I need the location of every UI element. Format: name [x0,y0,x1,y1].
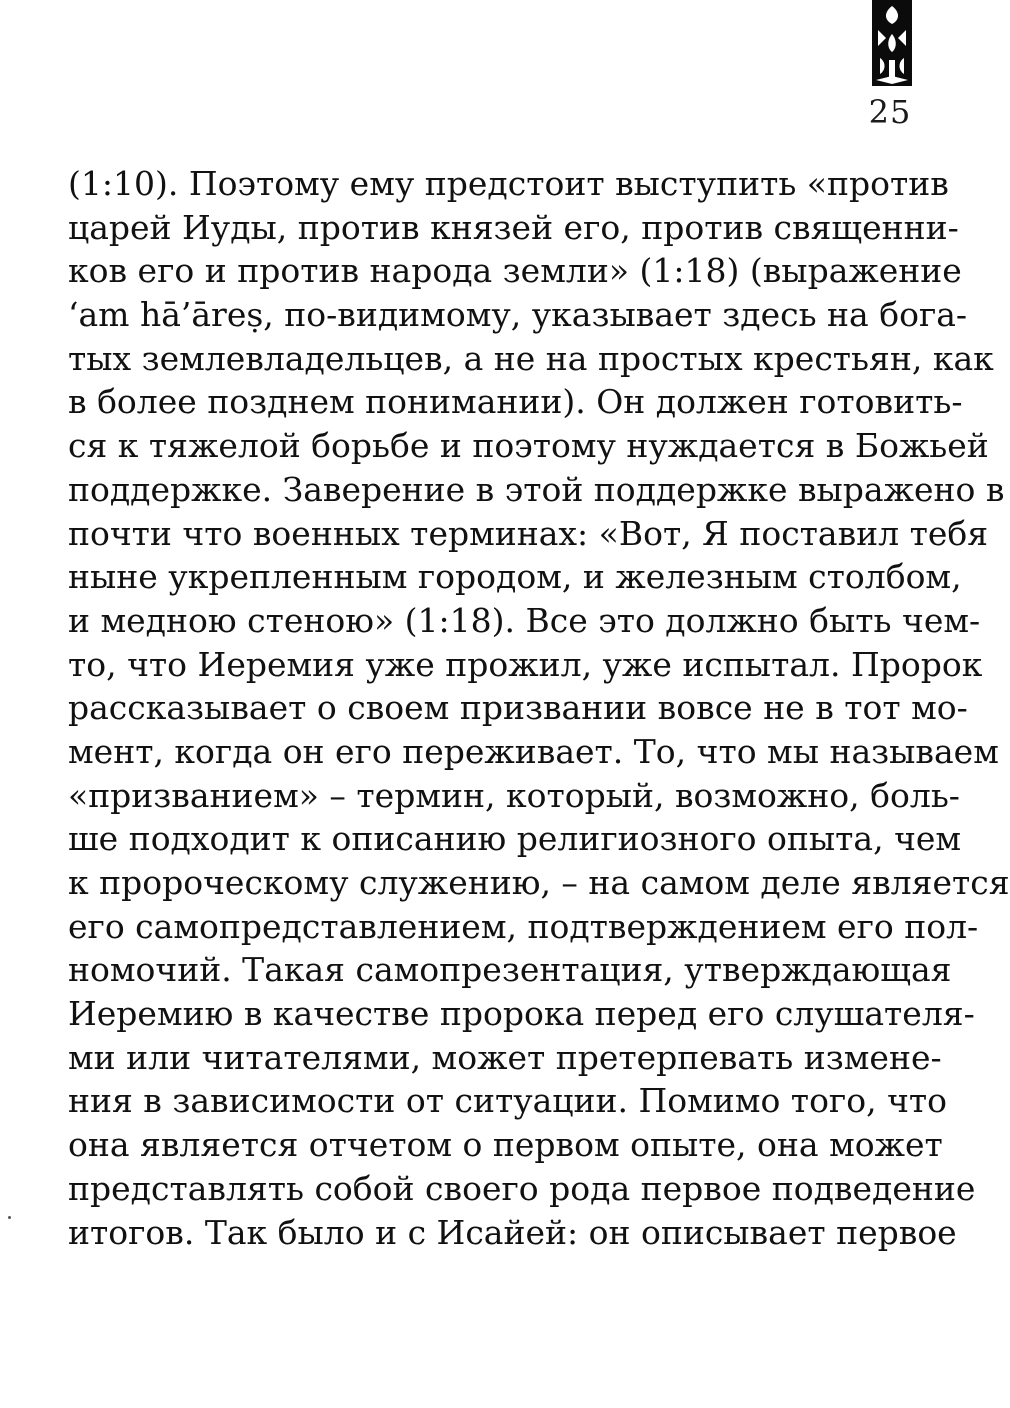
text-line: ‘am hā’āreṣ, по-видимому, указывает здесь на бога- [68,295,968,335]
text-line: к пророческому служению, – на самом деле является [68,863,1010,902]
text-line: поддержке. Заверение в этой поддержке выражено в [68,469,1005,509]
body-text [68,162,1010,1254]
text-line: «призванием» – термин, который, возможно, боль- [68,775,960,815]
text-line: (1:10). Поэтому ему предстоит выступить «против [68,164,949,203]
page-number: 25 [868,93,912,131]
text-line: почти что военных терминах: «Вот, Я поставил тебя [68,513,989,553]
text-line: его самопредставлением, подтверждением его пол- [68,906,979,946]
text-line: ся к тяжелой борьбе и поэтому нуждается в Божьей [68,426,989,466]
text-line: ми или читателями, может претерпевать измене- [68,1037,942,1077]
decorative-ornament-icon [872,0,912,86]
text-line: итогов. Так было и с Исайей: он описывает первое [68,1212,957,1252]
text-line: ков его и против народа земли» (1:18) (выражение [68,251,962,291]
text-line: она является отчетом о первом опыте, она может [68,1125,943,1165]
text-line: рассказывает о своем призвании вовсе не в тот мо- [68,688,968,728]
text-line: то, что Иеремия уже прожил, уже испытал. Пророк [68,644,983,684]
text-line: ния в зависимости от ситуации. Помимо того, что [68,1081,948,1121]
scan-dust-mark [8,1216,11,1219]
text-line: мент, когда он его переживает. То, что мы называем [68,731,999,771]
text-line: в более позднем понимании). Он должен готовить- [68,382,963,422]
text-line: тых землевладельцев, а не на простых крестьян, как [68,338,994,378]
text-line: ныне укрепленным городом, и железным столбом, [68,557,962,597]
text-line: Иеремию в качестве пророка перед его слушателя- [68,994,975,1034]
text-line: номочий. Такая самопрезентация, утверждающая [68,950,952,990]
text-line: и медною стеною» (1:18). Все это должно быть чем- [68,600,981,640]
text-line: представлять собой своего рода первое подведение [68,1168,976,1208]
text-line: царей Иуды, против князей его, против священни- [68,207,959,247]
text-line: ше подходит к описанию религиозного опыта, чем [68,819,962,859]
